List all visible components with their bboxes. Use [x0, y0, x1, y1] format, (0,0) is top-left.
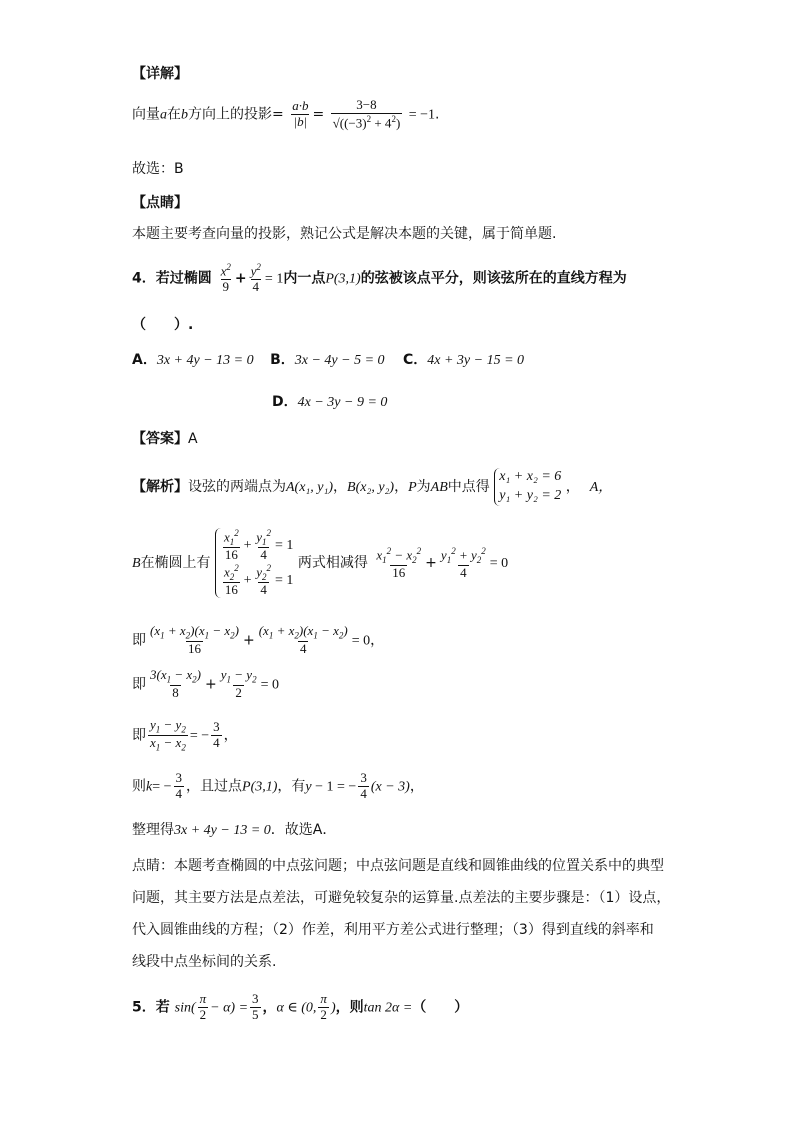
value-fraction: $\frac{3-8}{√((-3)^2 + 4^2)}$: [332, 97, 401, 131]
q4-comment-line3: 代入圆锥曲线的方程；（2）作差，利用平方差公式进行整理；（3）得到直线的斜率和: [132, 922, 654, 938]
option-c: 4x + 3y − 15 = 0: [427, 353, 525, 368]
q3-comment: 本题主要考查向量的投影，熟记公式是解决本题的关键，属于简单题.: [132, 226, 557, 242]
q4-conclusion: 整理得3x + 4y − 13 = 0．故选A．: [132, 822, 337, 838]
q4-analysis-line2: B在椭圆上有 $\frac{x_1^2}{16}$ + $\frac{y_1^2}{4}$ = 1 $\frac{x_2^2}{16}$ + $\frac{y_2^2}{4}$ = 1 两式相减得 $\frac{x_1^2 - x_2^2}{16}$ + $\frac{y_1^2 + y_2^2}{4}$ = 0: [132, 528, 509, 598]
q4-step1: 即 $\frac{(x_1 + x_2)(x_1 - x_2)}{16}$ + $\frac{(x_1 + x_2)(x_1 - x_2)}{4}$ = 0，: [132, 623, 385, 656]
detail-tag: 【详解】: [132, 66, 188, 82]
q4-answer: 【答案】A: [132, 431, 198, 447]
q4-step4: 则k= − $\frac{3}{4}$ ，且过点P(3,1)，有y − 1 = − $\frac{3}{4}$ (x − 3)，: [132, 770, 424, 801]
q4-comment-line4: 线段中点坐标间的关系.: [132, 954, 277, 970]
q4-stem: 4．若过椭圆 $\frac{x^2}{9}$ + $\frac{y^2}{4}$ = 1内一点P(3,1)的弦被该点平分，则该弦所在的直线方程为: [132, 262, 627, 295]
option-b: 3x − 4y − 5 = 0: [294, 353, 385, 368]
projection-fraction: $\frac{a\cdot b}{|b|}$: [292, 98, 309, 130]
q4-step2: 即 $\frac{3(x_1 - x_2)}{8}$ + $\frac{y_1 - y_2}{2}$ = 0: [132, 667, 279, 700]
q4-options-row: A．3x + 4y − 13 = 0 B．3x − 4y − 5 = 0 C．4x + 3y − 15 = 0: [132, 352, 525, 368]
q3-choice: 故选：B: [132, 161, 184, 177]
q4-option-d-row: D．4x − 3y − 9 = 0: [272, 394, 388, 410]
option-a: 3x + 4y − 13 = 0: [156, 353, 254, 368]
q4-step3: 即 $\frac{y_1 - y_2}{x_1 - x_2}$ = − $\frac{3}{4}$ ，: [132, 717, 238, 753]
q4-comment-line1: 点睛：本题考查椭圆的中点弦问题；中点弦问题是直线和圆锥曲线的位置关系中的典型: [132, 858, 664, 874]
option-d: 4x − 3y − 9 = 0: [297, 395, 388, 410]
q5-stem: 5．若 sin( $\frac{\pi}{2}$ − α) = $\frac{3}{5}$ ，α ∈ (0, $\frac{\pi}{2}$ )，则tan 2α =（ ）: [132, 991, 469, 1022]
q4-analysis-line1: 【解析】设弦的两端点为A(x₁, y₁)，B(x₂, y₂)，P为AB中点得 x₁ + x₂ = 6 y₁ + y₂ = 2 ， A，: [132, 468, 612, 506]
q4-blank: （ ）.: [132, 317, 194, 333]
q3-projection-line: 向量a在b方向上的投影= $\frac{a\cdot b}{|b|}$ = $\frac{3-8}{√((-3)^2 + 4^2)}$ = −1.: [132, 97, 440, 131]
q4-comment-line2: 问题，其主要方法是点差法，可避免较复杂的运算量.点差法的主要步骤是：（1）设点，: [132, 890, 671, 906]
comment-tag: 【点睛】: [132, 195, 188, 211]
